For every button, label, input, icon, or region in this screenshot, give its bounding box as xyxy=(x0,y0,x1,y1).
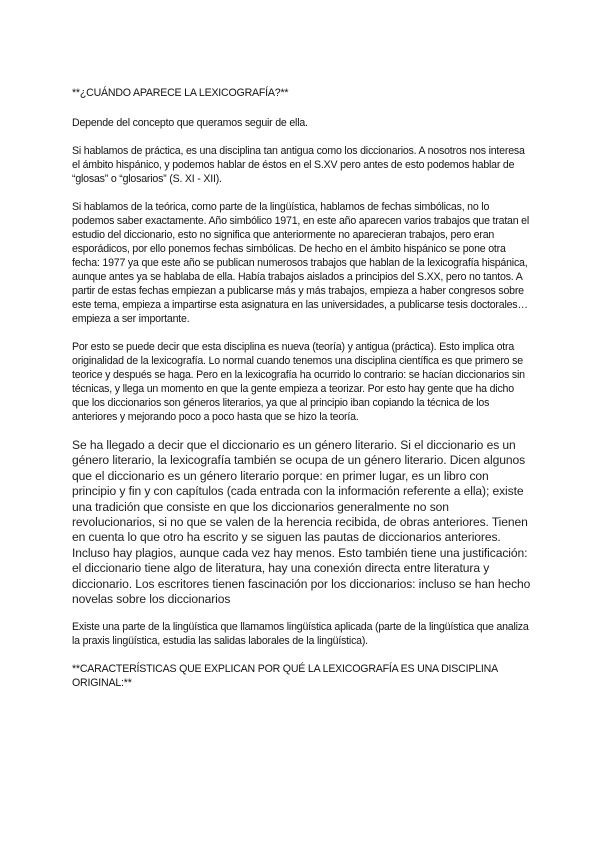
paragraph-linguistica-aplicada: Existe una parte de la lingüística que llamamos lingüística aplicada (parte de la lingüística que analiza la praxis lingüística, estudia las salidas laborales de la lingüística). xyxy=(72,621,529,648)
paragraph-originalidad: Por esto se puede decir que esta disciplina es nueva (teoría) y antigua (práctica). Esto implica otra originalidad de la lexicografía. Lo normal cuando tenemos una disciplina científica es que primero se teorice y después se haga. Pero en la lexicografía ha ocurrido lo contrario: se hacían diccionarios sin técnicas, y llega un momento en que la gente empieza a teorizar. Por esto hay gente que ha dicho que los diccionarios son géneros literarios, ya que al principio iban copiando la técnica de los anteriores y mejorando poco a poco hasta que se hizo la teoría. xyxy=(72,341,525,423)
paragraph-genero-literario: Se ha llegado a decir que el diccionario es un género literario. Si el diccionario es un género literario, la lexicografía también se ocupa de un género literario. Dicen algunos que el diccionario es un género literario porque: en primer lugar, es un libro con principio y fin y con capítulos (cada entrada con la información referente a ella); existe una tradición que consiste en que los diccionarios generalmente no son revolucionarios, si no que se valen de la herencia recibida, de obras anteriores. Tienen en cuenta lo que otro ha escrito y se siguen las pautas de diccionarios anteriores. Incluso hay plagios, aunque cada vez hay menos. Esto también tiene una justificación: el diccionario tiene algo de literatura, hay una conexión directa entre literatura y diccionario. Los escritores tienen fascinación por los diccionarios: incluso se han hecho novelas sobre los diccionarios xyxy=(72,438,531,607)
paragraph-practica: Si hablamos de práctica, es una disciplina tan antigua como los diccionarios. A nosotros nos interesa el ámbito hispánico, y podemos hablar de éstos en el S.XV pero antes de esto podemos hablar de “glosas” o “glosarios” (S. XI - XII). xyxy=(72,145,525,185)
paragraph-intro: Depende del concepto que queramos seguir de ella. xyxy=(72,117,308,129)
section-heading-cuando: **¿CUÁNDO APARECE LA LEXICOGRAFÍA?** xyxy=(72,87,289,99)
section-heading-caracteristicas: **CARACTERÍSTICAS QUE EXPLICAN POR QUÉ LA LEXICOGRAFÍA ES UNA DISCIPLINA ORIGINAL:** xyxy=(72,663,498,690)
paragraph-teorica: Si hablamos de la teórica, como parte de la lingüística, hablamos de fechas simbólicas, no lo podemos saber exactamente. Año simbólico 1971, en este año aparecen varios trabajos que tratan el estudio del diccionario, esto no significa que anteriormente no aparecieran trabajos, pero eran esporádicos, por ello ponemos fechas simbólicas. De hecho en el ámbito hispánico se pone otra fecha: 1977 ya que este año se publican numerosos trabajos que hablan de la lexicografía hispánica, aunque antes ya se hablaba de ella. Había trabajos aislados a principios del S.XX, pero no tantos. A partir de estas fechas empiezan a publicarse más y más trabajos, empieza a haber congresos sobre este tema, empieza a impartirse esta asignatura en las universidades, a publicarse tesis doctorales… empieza a ser importante. xyxy=(72,201,530,325)
document-body xyxy=(72,86,532,690)
